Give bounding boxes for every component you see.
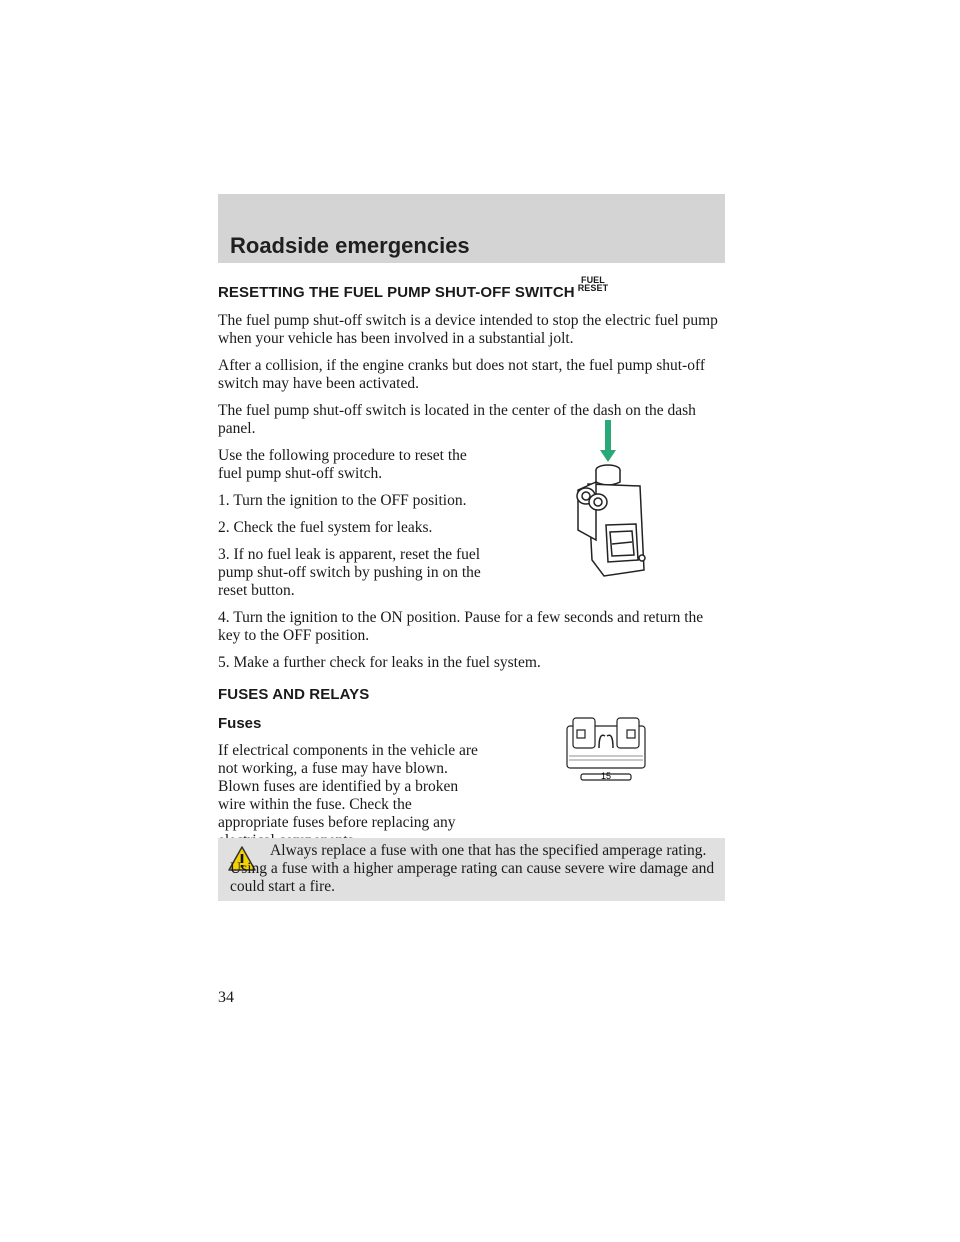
warning-box bbox=[218, 838, 725, 901]
paragraph: If electrical components in the vehicle are not working, a fuse may have blown. Blown fuses are identified by a broken wire within the fuse. Check the appropriate fuses before replacing any bbox=[218, 742, 478, 831]
page-number: 34 bbox=[218, 989, 234, 1006]
step-item: 1. Turn the ignition to the OFF position. bbox=[218, 492, 467, 509]
fuel-pump-switch-illustration bbox=[548, 420, 658, 580]
paragraph: After a collision, if the engine cranks but does not start, the fuel pump shut-off switch may have been activated. bbox=[218, 357, 705, 392]
warning-text: Always replace a fuse with one that has the specified amperage rating. Using a fuse with a higher amperage rating can cause severe wire damage and could start a fire. bbox=[230, 842, 715, 895]
fuse-illustration bbox=[559, 716, 653, 782]
fuel-reset-icon-line2: RESET bbox=[577, 283, 609, 293]
green-arrow-icon bbox=[600, 420, 616, 462]
step-item: 2. Check the fuel system for leaks. bbox=[218, 519, 433, 536]
step-item: 4. Turn the ignition to the ON position. Pause for a few seconds and return the key to the OFF position. bbox=[218, 609, 704, 644]
step-item: 3. If no fuel leak is apparent, reset the fuel pump shut-off switch by pushing in on the reset button. bbox=[218, 546, 481, 599]
fuse-label: 15 bbox=[600, 771, 612, 781]
fuel-pump-heading-text: RESETTING THE FUEL PUMP SHUT-OFF SWITCH bbox=[218, 284, 575, 301]
fuel-pump-heading bbox=[218, 276, 728, 301]
paragraph: The fuel pump shut-off switch is a device intended to stop the electric fuel pump when your vehicle has been involved in a substantial jolt. bbox=[218, 312, 718, 347]
step-item: 5. Make a further check for leaks in the fuel system. bbox=[218, 654, 541, 671]
fuel-reset-icon bbox=[578, 276, 609, 292]
page-content bbox=[218, 276, 728, 850]
fuses-subheading: Fuses bbox=[218, 715, 262, 732]
fuel-reset-icon-line1: FUEL bbox=[580, 275, 605, 285]
paragraph: Use the following procedure to reset the fuel pump shut-off switch. bbox=[218, 447, 467, 482]
fuses-relays-heading: FUSES AND RELAYS bbox=[218, 686, 370, 703]
section-header-bar bbox=[218, 194, 725, 263]
section-title: Roadside emergencies bbox=[230, 233, 470, 258]
paragraph: The fuel pump shut-off switch is located in the center of the dash on the dash panel. bbox=[218, 402, 696, 437]
